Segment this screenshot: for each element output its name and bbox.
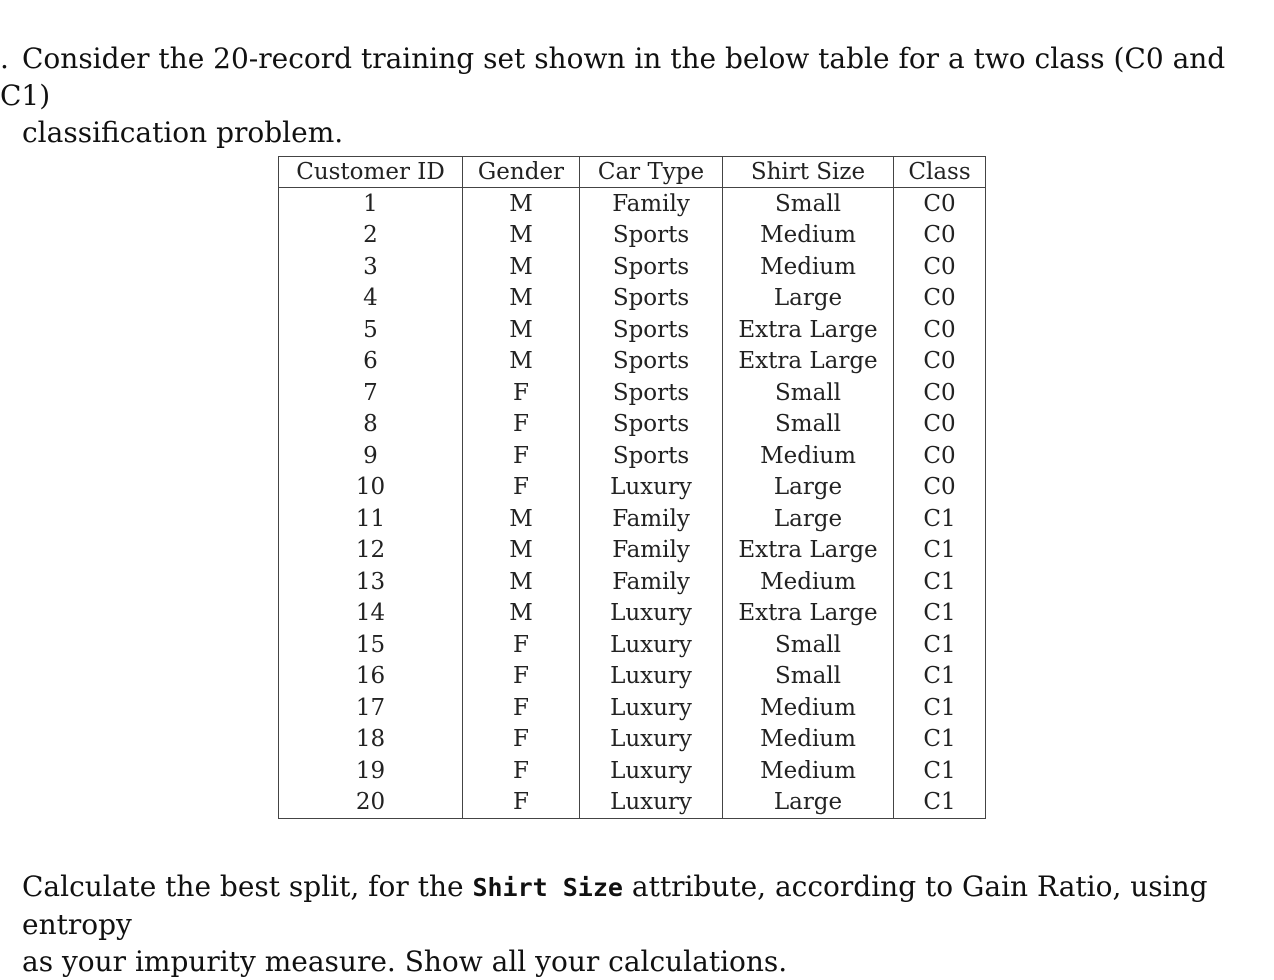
car-type-cell: Sports (580, 346, 723, 378)
gender-cell: M (463, 503, 580, 535)
class-cell: C1 (894, 755, 986, 787)
shirt-size-cell: Medium (723, 440, 894, 472)
table-row (279, 787, 986, 819)
car-type-cell: Luxury (580, 472, 723, 504)
car-type-cell: Family (580, 188, 723, 220)
table-row (279, 377, 986, 409)
intro-line-2: classification problem. (22, 116, 344, 149)
table-row (279, 440, 986, 472)
customer-id-cell: 16 (279, 661, 463, 693)
car-type-cell: Luxury (580, 692, 723, 724)
class-cell: C0 (894, 440, 986, 472)
shirt-size-cell: Medium (723, 251, 894, 283)
customer-id-cell: 4 (279, 283, 463, 315)
car-type-cell: Luxury (580, 787, 723, 819)
customer-id-cell: 2 (279, 220, 463, 252)
class-cell: C0 (894, 377, 986, 409)
shirt-size-cell: Medium (723, 566, 894, 598)
gender-cell: F (463, 409, 580, 441)
table-row (279, 661, 986, 693)
class-cell: C0 (894, 472, 986, 504)
table-row (279, 409, 986, 441)
shirt-size-cell: Large (723, 787, 894, 819)
table-row (279, 314, 986, 346)
class-cell: C0 (894, 251, 986, 283)
car-type-cell: Sports (580, 220, 723, 252)
table-row (279, 472, 986, 504)
gender-cell: M (463, 251, 580, 283)
shirt-size-cell: Extra Large (723, 598, 894, 630)
shirt-size-cell: Large (723, 503, 894, 535)
gender-cell: F (463, 472, 580, 504)
question-text-after: attribute, according to Gain Ratio, using entropy (22, 870, 1208, 941)
class-cell: C0 (894, 346, 986, 378)
shirt-size-cell: Medium (723, 755, 894, 787)
shirt-size-cell: Extra Large (723, 346, 894, 378)
gender-cell: M (463, 188, 580, 220)
problem-intro (0, 40, 1250, 151)
header-customer-id: Customer ID (279, 157, 463, 188)
shirt-size-cell: Small (723, 188, 894, 220)
class-cell: C0 (894, 188, 986, 220)
car-type-cell: Family (580, 566, 723, 598)
header-class: Class (894, 157, 986, 188)
table-row (279, 535, 986, 567)
class-cell: C1 (894, 598, 986, 630)
gender-cell: F (463, 377, 580, 409)
shirt-size-cell: Small (723, 661, 894, 693)
shirt-size-cell: Medium (723, 724, 894, 756)
shirt-size-cell: Large (723, 283, 894, 315)
question-line-1 (22, 868, 1252, 943)
gender-cell: M (463, 314, 580, 346)
customer-id-cell: 14 (279, 598, 463, 630)
gender-cell: M (463, 346, 580, 378)
customer-id-cell: 6 (279, 346, 463, 378)
table-row (279, 724, 986, 756)
class-cell: C1 (894, 566, 986, 598)
customer-id-cell: 8 (279, 409, 463, 441)
shirt-size-cell: Medium (723, 692, 894, 724)
class-cell: C1 (894, 535, 986, 567)
table-row (279, 629, 986, 661)
customer-id-cell: 1 (279, 188, 463, 220)
table-row (279, 598, 986, 630)
gender-cell: M (463, 535, 580, 567)
problem-number: . (0, 42, 9, 75)
intro-line-1 (0, 40, 1250, 114)
table-row (279, 251, 986, 283)
customer-id-cell: 7 (279, 377, 463, 409)
question-text-before: Calculate the best split, for the (22, 870, 473, 903)
header-shirt-size: Shirt Size (723, 157, 894, 188)
customer-id-cell: 9 (279, 440, 463, 472)
gender-cell: M (463, 566, 580, 598)
gender-cell: M (463, 283, 580, 315)
gender-cell: F (463, 755, 580, 787)
gender-cell: F (463, 440, 580, 472)
shirt-size-cell: Small (723, 377, 894, 409)
shirt-size-cell: Small (723, 629, 894, 661)
customer-id-cell: 12 (279, 535, 463, 567)
car-type-cell: Sports (580, 409, 723, 441)
shirt-size-cell: Extra Large (723, 535, 894, 567)
table-header-row (279, 157, 986, 188)
class-cell: C1 (894, 692, 986, 724)
customer-id-cell: 10 (279, 472, 463, 504)
class-cell: C0 (894, 409, 986, 441)
class-cell: C1 (894, 661, 986, 693)
customer-id-cell: 19 (279, 755, 463, 787)
shirt-size-cell: Small (723, 409, 894, 441)
customer-id-cell: 13 (279, 566, 463, 598)
training-set-table (278, 156, 986, 819)
class-cell: C0 (894, 283, 986, 315)
header-car-type: Car Type (580, 157, 723, 188)
gender-cell: F (463, 629, 580, 661)
car-type-cell: Luxury (580, 724, 723, 756)
class-cell: C0 (894, 220, 986, 252)
car-type-cell: Sports (580, 251, 723, 283)
shirt-size-cell: Extra Large (723, 314, 894, 346)
table-row (279, 188, 986, 220)
car-type-cell: Family (580, 503, 723, 535)
car-type-cell: Sports (580, 440, 723, 472)
gender-cell: F (463, 787, 580, 819)
car-type-cell: Luxury (580, 598, 723, 630)
customer-id-cell: 5 (279, 314, 463, 346)
table-row (279, 346, 986, 378)
header-gender: Gender (463, 157, 580, 188)
customer-id-cell: 20 (279, 787, 463, 819)
gender-cell: M (463, 220, 580, 252)
class-cell: C0 (894, 314, 986, 346)
table-row (279, 755, 986, 787)
intro-text-1: Consider the 20-record training set shown in the below table for a two class (C0 and C1) (0, 42, 1226, 112)
class-cell: C1 (894, 724, 986, 756)
gender-cell: F (463, 692, 580, 724)
table-row (279, 283, 986, 315)
question-line-2: as your impurity measure. Show all your calculations. (22, 945, 788, 978)
gender-cell: F (463, 661, 580, 693)
car-type-cell: Luxury (580, 661, 723, 693)
customer-id-cell: 15 (279, 629, 463, 661)
car-type-cell: Family (580, 535, 723, 567)
class-cell: C1 (894, 629, 986, 661)
table-row (279, 220, 986, 252)
shirt-size-cell: Large (723, 472, 894, 504)
shirt-size-cell: Medium (723, 220, 894, 252)
car-type-cell: Sports (580, 314, 723, 346)
car-type-cell: Luxury (580, 629, 723, 661)
car-type-cell: Sports (580, 377, 723, 409)
table-row (279, 566, 986, 598)
table-body (279, 188, 986, 819)
car-type-cell: Luxury (580, 755, 723, 787)
customer-id-cell: 3 (279, 251, 463, 283)
attribute-code: Shirt Size (472, 873, 623, 902)
table-row (279, 692, 986, 724)
customer-id-cell: 11 (279, 503, 463, 535)
class-cell: C1 (894, 503, 986, 535)
customer-id-cell: 17 (279, 692, 463, 724)
gender-cell: F (463, 724, 580, 756)
question-text (22, 868, 1252, 980)
car-type-cell: Sports (580, 283, 723, 315)
customer-id-cell: 18 (279, 724, 463, 756)
table-row (279, 503, 986, 535)
gender-cell: M (463, 598, 580, 630)
class-cell: C1 (894, 787, 986, 819)
